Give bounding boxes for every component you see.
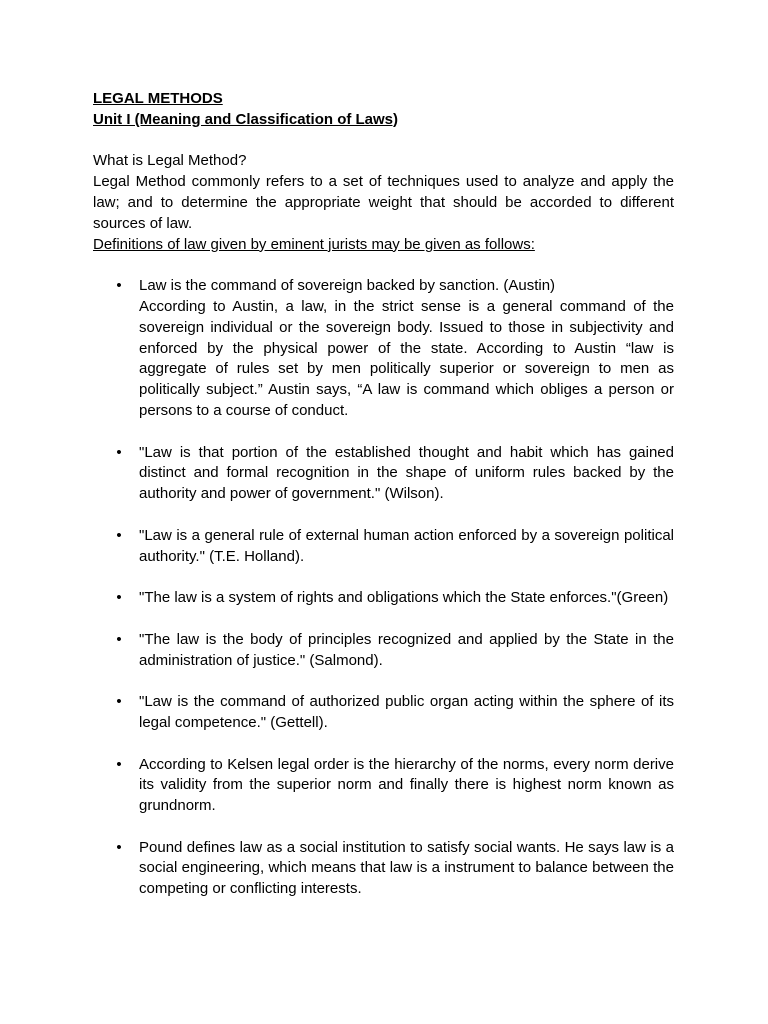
bullet-icon: • <box>116 755 122 773</box>
bullet-icon: • <box>116 693 122 711</box>
list-item <box>93 692 674 734</box>
definition-text: According to Austin, a law, in the strict sense is a general command of the sovereign individual or the sovereign body. Issued to those in subjectivity and enforced by the physical power of the state. According to Austin “law is aggregate of rules set by men politically superior or sovereign to men as politically subject.” Austin says, “A law is command which obliges a person or persons to a course of conduct. <box>139 297 674 419</box>
bullet-icon: • <box>116 630 122 648</box>
definition-text: "Law is that portion of the established thought and habit which has gained distinct and formal recognition in the shape of uniform rules backed by the authority and power of government." (Wilson). <box>139 443 674 503</box>
document-page <box>93 89 674 921</box>
definition-text: "The law is a system of rights and obligations which the State enforces."(Green) <box>139 589 669 607</box>
definitions-list <box>93 276 674 900</box>
list-item <box>93 443 674 505</box>
bullet-icon: • <box>116 277 122 295</box>
bullet-icon: • <box>116 526 122 544</box>
definitions-intro: Definitions of law given by eminent jurists may be given as follows: <box>93 235 535 253</box>
list-item <box>93 526 674 568</box>
definition-text: Pound defines law as a social institution to satisfy social wants. He says law is a social engineering, which means that law is a instrument to balance between the competing or conflicting interests. <box>139 838 674 898</box>
bullet-icon: • <box>116 589 122 607</box>
document-title: LEGAL METHODS <box>93 90 223 107</box>
list-item <box>93 588 674 609</box>
list-item <box>93 755 674 817</box>
unit-heading: Unit I (Meaning and Classification of Laws) <box>93 110 399 128</box>
bullet-icon: • <box>116 838 122 856</box>
definition-lead: Law is the command of sovereign backed by sanction. (Austin) <box>139 277 556 295</box>
bullet-icon: • <box>116 443 122 461</box>
question-heading: What is Legal Method? <box>93 152 247 170</box>
definition-text: "Law is the command of authorized public organ acting within the sphere of its legal competence." (Gettell). <box>139 693 674 731</box>
list-item <box>93 630 674 672</box>
intro-paragraph: Legal Method commonly refers to a set of techniques used to analyze and apply the law; and to determine the appropriate weight that should be accorded to different sources of law. <box>93 173 674 232</box>
definition-text: "The law is the body of principles recognized and applied by the State in the administration of justice." (Salmond). <box>139 630 674 669</box>
definition-text: "Law is a general rule of external human action enforced by a sovereign political authority." (T.E. Holland). <box>139 526 674 565</box>
list-item <box>93 276 674 422</box>
list-item <box>93 838 674 900</box>
definition-text: According to Kelsen legal order is the hierarchy of the norms, every norm derive its validity from the superior norm and finally there is highest norm known as grundnorm. <box>139 755 674 815</box>
